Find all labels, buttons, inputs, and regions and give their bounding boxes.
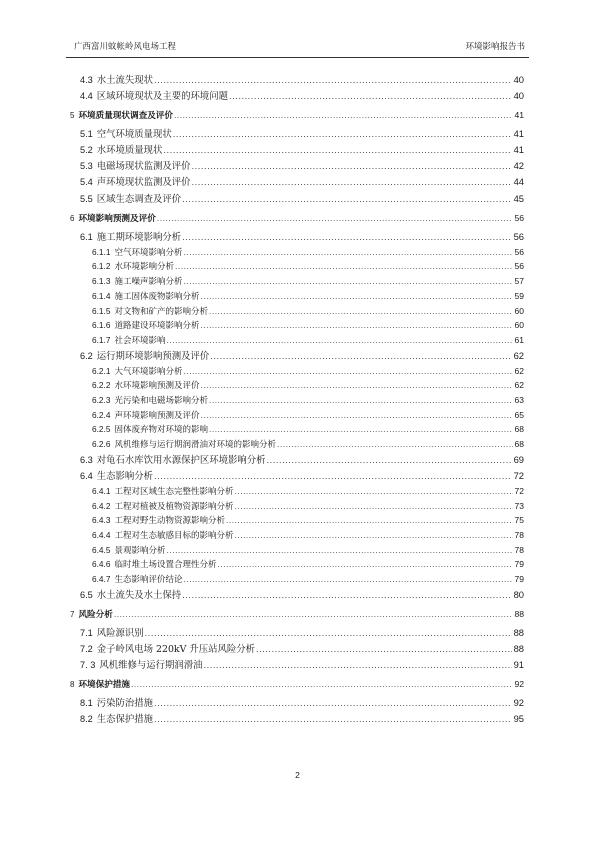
toc-entry-number: 6.1.4 <box>92 290 111 301</box>
toc-entry-title: 水土流失现状 <box>96 75 154 86</box>
toc-dot-leader <box>154 72 512 88</box>
toc-entry[interactable] <box>70 572 524 587</box>
toc-entry-title: 环境保护措施 <box>78 679 131 690</box>
toc-entry-page: 60 <box>514 320 524 331</box>
toc-entry-title: 施工噪声影响分析 <box>114 277 183 288</box>
toc-dot-leader <box>173 126 512 142</box>
toc-entry[interactable] <box>70 126 524 142</box>
toc-entry-page: 42 <box>513 160 524 172</box>
toc-entry-page: 60 <box>514 305 524 316</box>
toc-entry-page: 59 <box>514 290 524 301</box>
toc-entry-title: 工程对区域生态完整性影响分析 <box>114 486 234 497</box>
toc-entry[interactable] <box>70 333 524 348</box>
toc-entry-title: 道路建设环境影响分析 <box>114 321 200 332</box>
toc-entry-page: 73 <box>514 500 524 511</box>
toc-entry-page: 95 <box>513 713 524 725</box>
toc-dot-leader <box>267 452 512 468</box>
toc-dot-leader <box>154 711 512 727</box>
toc-entry-number: 6.1.7 <box>92 334 111 345</box>
toc-dot-leader <box>203 657 511 673</box>
toc-entry-number: 7. 3 <box>80 660 96 671</box>
toc-entry-number: 8.2 <box>80 714 93 725</box>
toc-entry-number: 5.2 <box>80 145 93 156</box>
toc-entry-number: 6.4.1 <box>92 485 111 496</box>
toc-dot-leader <box>166 333 512 348</box>
toc-entry-page: 63 <box>514 395 524 406</box>
toc-entry[interactable] <box>70 422 524 437</box>
toc-entry-title: 生态保护措施 <box>96 714 154 726</box>
toc-entry-title: 固体废弃物对环境的影响 <box>114 425 208 436</box>
toc-entry-title: 运行期环境影响预测及评价 <box>96 350 210 362</box>
toc-dot-leader <box>209 304 513 319</box>
toc-entry-number: 6.2.6 <box>92 439 111 450</box>
toc-entry-number: 4.4 <box>80 91 93 102</box>
toc-dot-leader <box>154 468 512 484</box>
toc-entry-page: 78 <box>514 544 524 555</box>
toc-entry-number: 6.1.3 <box>92 276 111 287</box>
toc-entry-page: 56 <box>514 246 524 257</box>
toc-entry-title: 社会环境影响 <box>114 335 166 346</box>
toc-entry-number: 6.4.6 <box>92 559 111 570</box>
toc-entry-page: 78 <box>514 530 524 541</box>
toc-entry-title: 施工期环境影响分析 <box>96 231 182 243</box>
toc-entry[interactable] <box>70 274 524 289</box>
toc-entry-title: 空气环境质量现状 <box>96 129 172 141</box>
toc-dot-leader <box>234 528 512 543</box>
toc-entry-number: 6.2.3 <box>92 395 111 406</box>
toc-entry-title: 风险分析 <box>78 608 113 619</box>
toc-entry-title: 污染防治措施 <box>96 698 154 710</box>
toc-entry-page: 40 <box>513 90 524 102</box>
toc-dot-leader <box>154 695 512 711</box>
toc-entry-number: 6.1.6 <box>92 320 111 331</box>
toc-dot-leader <box>200 378 512 393</box>
toc-entry-page: 41 <box>514 110 524 121</box>
toc-entry-page: 68 <box>514 439 524 450</box>
toc-entry-page: 41 <box>513 128 524 140</box>
toc-entry-title: 水环境质量现状 <box>96 145 163 157</box>
toc-dot-leader <box>209 422 513 437</box>
toc-entry[interactable] <box>70 625 524 641</box>
toc-dot-leader <box>229 88 512 104</box>
toc-entry[interactable] <box>70 408 524 423</box>
toc-dot-leader <box>183 274 512 289</box>
toc-entry-title: 光污染和电磁场影响分析 <box>114 396 208 407</box>
toc-entry-number: 6.1.1 <box>92 246 111 257</box>
toc-dot-leader <box>183 572 512 587</box>
toc-entry-title: 风险源识别 <box>96 627 144 639</box>
toc-entry-page: 40 <box>513 74 524 85</box>
toc-entry-page: 92 <box>513 697 524 709</box>
toc-dot-leader <box>175 259 513 274</box>
toc-dot-leader <box>200 318 512 333</box>
toc-entry-number: 6.4 <box>80 470 93 481</box>
toc-entry-title: 空气环境影响分析 <box>114 247 183 258</box>
toc-entry[interactable] <box>70 191 524 207</box>
toc-entry-title: 施工固体废物影响分析 <box>114 291 200 302</box>
toc-entry[interactable] <box>70 452 524 468</box>
toc-entry-page: 91 <box>513 659 524 671</box>
toc-dot-leader <box>183 245 512 260</box>
toc-entry-title: 对文物和矿产的影响分析 <box>114 306 208 317</box>
toc-entry-title: 声环境影响预测及评价 <box>114 410 200 421</box>
toc-entry-number: 5.5 <box>80 193 93 204</box>
toc-entry-number: 7.1 <box>80 627 93 638</box>
toc-entry[interactable] <box>70 72 524 88</box>
toc-entry-title: 对龟石水库饮用水源保护区环境影响分析 <box>96 454 266 466</box>
toc-entry-number: 6.1.2 <box>92 261 111 272</box>
toc-entry-title: 工程对野生动物资源影响分析 <box>114 516 225 527</box>
toc-dot-leader <box>174 104 512 126</box>
toc-entry-page: 56 <box>514 212 524 223</box>
toc-entry-page: 57 <box>514 276 524 287</box>
toc-entry-page: 62 <box>514 365 524 376</box>
toc-dot-leader <box>200 289 512 304</box>
toc-entry-number: 4.3 <box>80 75 93 85</box>
toc-entry-number: 6.2.5 <box>92 424 111 435</box>
toc-entry[interactable] <box>70 304 524 319</box>
toc-dot-leader <box>163 142 511 158</box>
toc-dot-leader <box>226 513 513 528</box>
toc-entry-number: 8.1 <box>80 698 93 709</box>
toc-dot-leader <box>131 673 512 695</box>
toc-entry-title: 区域环境现状及主要的环境问题 <box>96 91 229 103</box>
page-header <box>66 40 529 58</box>
toc-entry[interactable] <box>70 543 524 558</box>
toc-entry[interactable] <box>70 229 524 245</box>
toc-entry-page: 79 <box>514 574 524 585</box>
toc-entry[interactable] <box>70 673 524 695</box>
toc-entry-title: 风机维修与运行期润滑油 <box>99 660 203 672</box>
toc-dot-leader <box>200 408 512 423</box>
header-report-type: 环境影响报告书 <box>465 42 525 52</box>
toc-entry-page: 68 <box>514 424 524 435</box>
toc-entry-number: 6.3 <box>80 454 93 465</box>
toc-entry-page: 61 <box>514 334 524 345</box>
toc-entry-title: 环境质量现状调查及评价 <box>78 110 173 121</box>
toc-dot-leader <box>210 348 511 364</box>
toc-entry-title: 工程对植被及植物资源影响分析 <box>114 501 234 512</box>
toc-entry-number: 6.4.3 <box>92 515 111 526</box>
toc-entry-number: 5 <box>70 111 75 121</box>
toc-dot-leader <box>192 174 512 190</box>
toc-entry-number: 6.4.4 <box>92 530 111 541</box>
toc-entry-title: 水环境影响分析 <box>114 262 174 273</box>
table-of-contents <box>70 72 524 727</box>
toc-dot-leader <box>166 543 512 558</box>
toc-entry[interactable] <box>70 207 524 229</box>
toc-entry[interactable] <box>70 528 524 543</box>
toc-entry-number: 6.2 <box>80 350 93 361</box>
toc-entry-title: 景观影响分析 <box>114 545 166 556</box>
toc-entry[interactable] <box>70 603 524 625</box>
toc-entry-number: 8 <box>70 680 75 690</box>
toc-entry[interactable] <box>70 158 524 174</box>
toc-entry-number: 6.2.2 <box>92 380 111 391</box>
toc-entry-page: 45 <box>513 192 524 204</box>
toc-entry[interactable] <box>70 657 524 673</box>
toc-entry-number: 5.4 <box>80 177 93 188</box>
toc-entry-number: 6.2.4 <box>92 409 111 420</box>
toc-entry-page: 62 <box>514 380 524 391</box>
toc-entry-page: 56 <box>514 261 524 272</box>
toc-entry-page: 62 <box>513 349 524 361</box>
toc-entry[interactable] <box>70 245 524 260</box>
toc-dot-leader <box>234 484 512 499</box>
toc-entry-title: 环境影响预测及评价 <box>78 212 156 223</box>
toc-entry-page: 56 <box>513 230 524 242</box>
toc-entry[interactable] <box>70 513 524 528</box>
toc-entry[interactable] <box>70 318 524 333</box>
toc-entry-page: 72 <box>513 469 524 481</box>
toc-entry-title: 声环境现状监测及评价 <box>96 177 191 189</box>
toc-entry-number: 7 <box>70 609 75 619</box>
toc-entry-number: 5.3 <box>80 161 93 172</box>
toc-entry-number: 6 <box>70 213 75 223</box>
toc-entry-page: 88 <box>513 626 524 638</box>
toc-entry-number: 6.4.7 <box>92 574 111 585</box>
toc-entry[interactable] <box>70 348 524 364</box>
toc-entry-number: 6.5 <box>80 589 93 600</box>
toc-entry[interactable] <box>70 468 524 484</box>
toc-entry[interactable] <box>70 142 524 158</box>
toc-entry-title: 大气环境影响分析 <box>114 366 183 377</box>
toc-dot-leader <box>256 641 512 657</box>
toc-entry[interactable] <box>70 711 524 727</box>
toc-entry-title: 临时堆土场设置合理性分析 <box>114 560 217 571</box>
toc-entry-page: 72 <box>514 485 524 496</box>
toc-entry-number: 6.1.5 <box>92 305 111 316</box>
toc-entry-page: 44 <box>513 176 524 188</box>
toc-dot-leader <box>182 229 511 245</box>
toc-entry-number: 6.4.5 <box>92 544 111 555</box>
toc-entry[interactable] <box>70 393 524 408</box>
toc-entry-page: 88 <box>514 608 524 619</box>
toc-entry-title: 水土流失及水土保持 <box>96 589 182 601</box>
toc-dot-leader <box>182 587 511 603</box>
toc-entry-title: 生态影响评价结论 <box>114 575 183 586</box>
toc-entry-page: 41 <box>513 144 524 156</box>
toc-entry-number: 6.4.2 <box>92 500 111 511</box>
toc-entry[interactable] <box>70 587 524 603</box>
toc-entry[interactable] <box>70 289 524 304</box>
toc-entry[interactable] <box>70 437 524 452</box>
toc-entry-page: 79 <box>514 559 524 570</box>
toc-dot-leader <box>217 557 512 572</box>
toc-dot-leader <box>157 207 513 229</box>
toc-entry-page: 69 <box>513 453 524 465</box>
toc-entry-number: 6.1 <box>80 231 93 242</box>
toc-entry-title: 电磁场现状监测及评价 <box>96 161 191 173</box>
toc-dot-leader <box>182 191 511 207</box>
toc-entry-page: 88 <box>513 642 524 654</box>
toc-entry-title: 风机维修与运行期润滑油对环境的影响分析 <box>114 440 276 451</box>
toc-dot-leader <box>145 625 512 641</box>
page-number: 2 <box>295 770 300 780</box>
toc-entry[interactable] <box>70 104 524 126</box>
toc-dot-leader <box>277 437 513 452</box>
toc-entry[interactable] <box>70 364 524 379</box>
toc-dot-leader <box>209 393 513 408</box>
toc-entry-number: 7.2 <box>80 643 93 654</box>
toc-entry[interactable] <box>70 641 524 657</box>
toc-entry-number: 5.1 <box>80 129 93 140</box>
toc-entry-title: 生态影响分析 <box>96 470 154 482</box>
toc-entry-page: 80 <box>513 588 524 600</box>
toc-entry[interactable] <box>70 259 524 274</box>
toc-entry-title: 区域生态调查及评价 <box>96 193 182 205</box>
toc-entry-page: 92 <box>514 679 524 690</box>
toc-entry[interactable] <box>70 499 524 514</box>
toc-entry[interactable] <box>70 695 524 711</box>
toc-entry[interactable] <box>70 174 524 190</box>
toc-dot-leader <box>114 603 513 625</box>
toc-entry-title: 工程对生态敏感目标的影响分析 <box>114 531 234 542</box>
toc-dot-leader <box>183 364 512 379</box>
toc-entry-title: 水环境影响预测及评价 <box>114 381 200 392</box>
toc-dot-leader <box>192 158 512 174</box>
toc-entry[interactable] <box>70 378 524 393</box>
toc-entry-page: 65 <box>514 409 524 420</box>
toc-dot-leader <box>234 499 512 514</box>
toc-entry[interactable] <box>70 484 524 499</box>
toc-entry-title: 金子岭风电场 220kV 升压站风险分析 <box>96 643 255 655</box>
header-project-title: 广西富川蚊帐岭风电场工程 <box>74 42 177 52</box>
toc-entry[interactable] <box>70 557 524 572</box>
toc-entry-page: 75 <box>514 515 524 526</box>
toc-entry[interactable] <box>70 88 524 104</box>
toc-entry-number: 6.2.1 <box>92 365 111 376</box>
